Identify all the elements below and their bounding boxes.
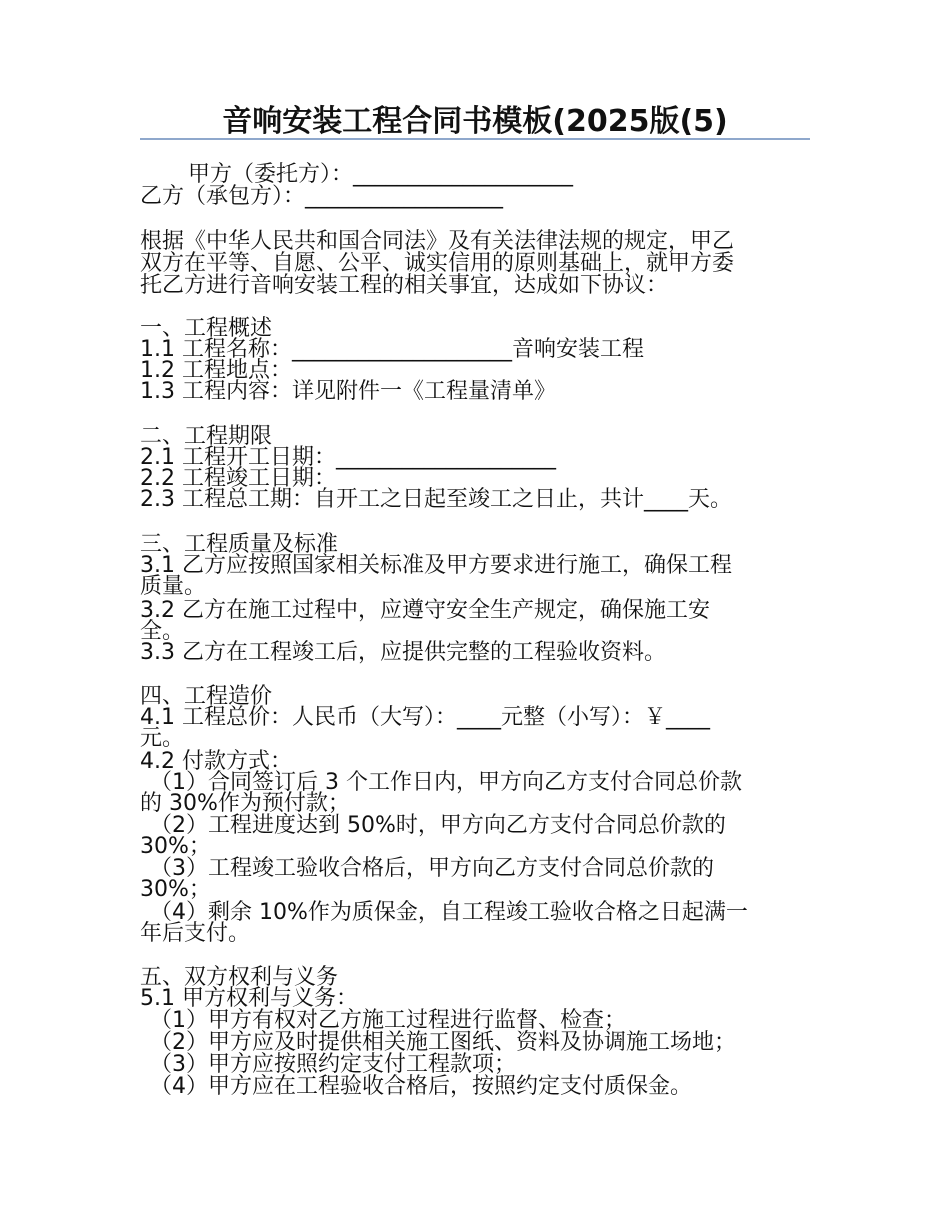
- clause-line: 2.2 工程竣工日期：: [140, 466, 336, 491]
- clause-line: 质量。: [140, 574, 207, 599]
- clause-line: （4）甲方应在工程验收合格后，按照约定支付质保金。: [150, 1074, 692, 1099]
- document-title: 音响安装工程合同书模板(2025版(5): [222, 104, 728, 139]
- clause-line: 2.1 工程开工日期：____________________: [140, 445, 556, 470]
- clause-line: 1.1 工程名称：____________________音响安装工程: [140, 337, 644, 362]
- clause-line: 3.2 乙方在施工过程中，应遵守安全生产规定，确保施工安: [140, 598, 710, 623]
- section-heading: 三、工程质量及标准: [140, 532, 339, 557]
- clause-line: 2.3 工程总工期：自开工之日起至竣工之日止，共计____天。: [140, 487, 732, 512]
- preamble-line: 托乙方进行音响安装工程的相关事宜，达成如下协议：: [140, 273, 669, 298]
- clause-line: （2）工程进度达到 50%时，甲方向乙方支付合同总价款的: [150, 813, 726, 838]
- clause-line: 全。: [140, 619, 185, 644]
- clause-line: （3）甲方应按照约定支付工程款项；: [150, 1052, 516, 1077]
- clause-line: 4.2 付款方式：: [140, 749, 292, 774]
- party-a-line: 甲方（委托方）：____________________: [188, 162, 574, 187]
- section-heading: 二、工程期限: [140, 424, 273, 449]
- clause-line: （4）剩余 10%作为质保金，自工程竣工验收合格之日起满一: [150, 900, 748, 925]
- clause-line: 3.3 乙方在工程竣工后，应提供完整的工程验收资料。: [140, 640, 666, 665]
- clause-line: 的 30%作为预付款；: [140, 791, 350, 816]
- clause-line: 1.3 工程内容：详见附件一《工程量清单》: [140, 379, 556, 404]
- clause-line: 30%；: [140, 877, 211, 902]
- clause-line: 年后支付。: [140, 921, 251, 946]
- clause-line: （1）合同签订后 3 个工作日内，甲方向乙方支付合同总价款: [150, 770, 742, 795]
- section-heading: 五、双方权利与义务: [140, 965, 339, 990]
- party-b-line: 乙方（承包方）：__________________: [140, 184, 504, 209]
- section-heading: 四、工程造价: [140, 684, 273, 709]
- clause-line: 4.1 工程总价：人民币（大写）：____元整（小写）：￥____: [140, 705, 710, 730]
- clause-line: 30%；: [140, 834, 211, 859]
- preamble-line: 双方在平等、自愿、公平、诚实信用的原则基础上，就甲方委: [140, 251, 735, 276]
- clause-line: （1）甲方有权对乙方施工过程进行监督、检查；: [150, 1008, 626, 1033]
- section-heading: 一、工程概述: [140, 316, 273, 341]
- title-underline: [140, 138, 810, 140]
- clause-line: 1.2 工程地点：: [140, 358, 292, 383]
- clause-line: （2）甲方应及时提供相关施工图纸、资料及协调施工场地；: [150, 1030, 736, 1055]
- clause-line: 5.1 甲方权利与义务：: [140, 986, 358, 1011]
- clause-line: （3）工程竣工验收合格后，甲方向乙方支付合同总价款的: [150, 856, 714, 881]
- clause-line: 3.1 乙方应按照国家相关标准及甲方要求进行施工，确保工程: [140, 553, 732, 578]
- clause-line: 元。: [140, 726, 185, 751]
- preamble-line: 根据《中华人民共和国合同法》及有关法律法规的规定，甲乙: [140, 229, 735, 254]
